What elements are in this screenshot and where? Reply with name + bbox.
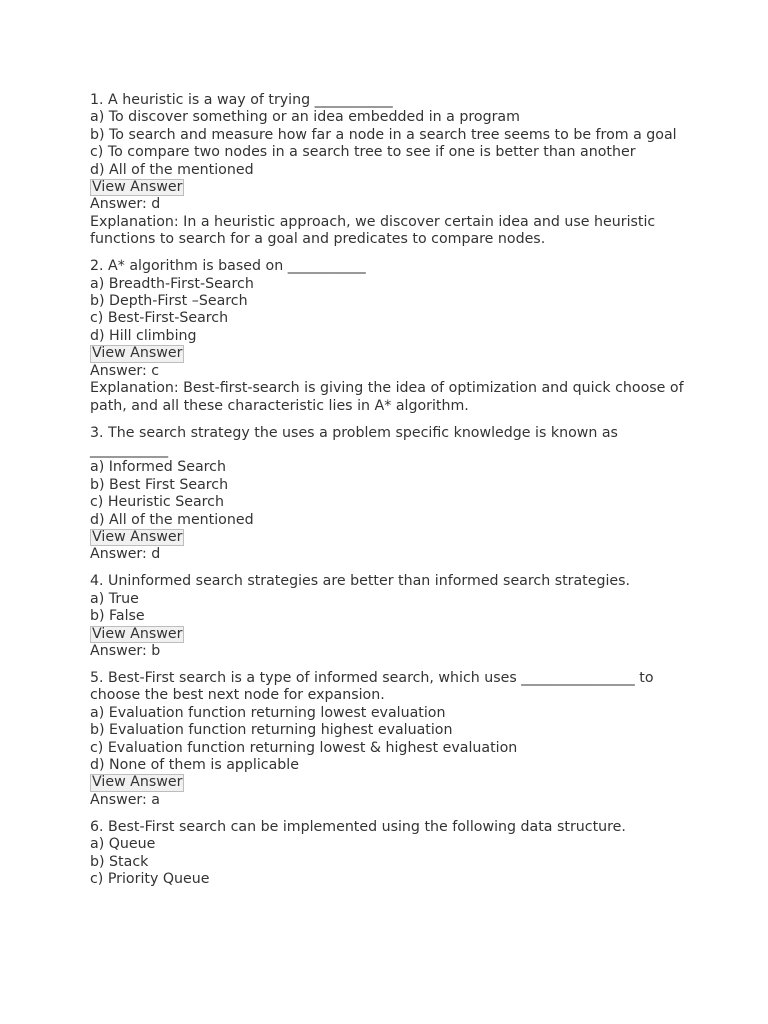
option-c: c) Evaluation function returning lowest & highest evaluation [90,739,518,756]
answer-text: Answer: c [90,362,160,379]
question-text: 3. The search strategy the uses a problem specific knowledge is known as ___________ [90,424,618,458]
option-c: c) Best-First-Search [90,310,229,327]
option-b: b) Evaluation function returning highest evaluation [90,722,453,739]
option-b: b) To search and measure how far a node in a search tree seems to be from a goal [90,126,677,143]
view-answer-button[interactable]: View Answer [92,625,183,642]
answer-text: Answer: b [90,642,161,659]
view-answer-button[interactable]: View Answer [92,345,183,362]
option-d: d) All of the mentioned [90,161,254,178]
option-a: a) Breadth-First-Search [90,275,254,292]
question-4 [90,573,690,660]
view-answer-button[interactable]: View Answer [92,774,183,791]
option-a: a) Informed Search [90,459,226,476]
answer-text: Answer: a [90,791,160,808]
option-b: b) False [90,608,145,625]
answer-text: Answer: d [90,546,161,563]
question-text: 4. Uninformed search strategies are better than informed search strategies. [90,573,631,590]
option-d: d) None of them is applicable [90,757,299,773]
question-text: 6. Best-First search can be implemented using the following data structure. [90,818,626,835]
question-5 [90,670,690,809]
quiz-document [90,92,690,898]
option-c: c) Priority Queue [90,871,210,888]
option-b: b) Depth-First –Search [90,293,248,310]
view-answer-button[interactable]: View Answer [92,179,183,196]
question-6 [90,819,690,889]
option-d: d) Hill climbing [90,327,197,344]
option-b: b) Stack [90,853,149,870]
option-a: a) Queue [90,836,156,853]
option-a: a) To discover something or an idea embedded in a program [90,109,520,126]
explanation-text: Explanation: In a heuristic approach, we discover certain idea and use heuristic functions to search for a goal and predicates to compare nodes. [90,213,656,248]
question-text: 2. A* algorithm is based on ___________ [90,258,366,275]
option-d: d) All of the mentioned [90,511,254,528]
option-a: a) True [90,590,139,607]
option-b: b) Best First Search [90,476,229,493]
explanation-text: Explanation: Best-first-search is giving the idea of optimization and quick choose of path, and all these characteristic lies in A* algorithm. [90,380,684,414]
option-a: a) Evaluation function returning lowest evaluation [90,704,446,721]
question-text: 1. A heuristic is a way of trying ___________ [90,92,393,108]
option-c: c) Heuristic Search [90,494,224,511]
question-3 [90,425,690,564]
option-c: c) To compare two nodes in a search tree to see if one is better than another [90,144,636,161]
question-2 [90,258,690,415]
question-1 [90,92,690,249]
question-text: 5. Best-First search is a type of informed search, which uses ________________ to choose the best next node for expansion. [90,669,654,704]
view-answer-button[interactable]: View Answer [92,528,183,545]
answer-text: Answer: d [90,196,161,213]
